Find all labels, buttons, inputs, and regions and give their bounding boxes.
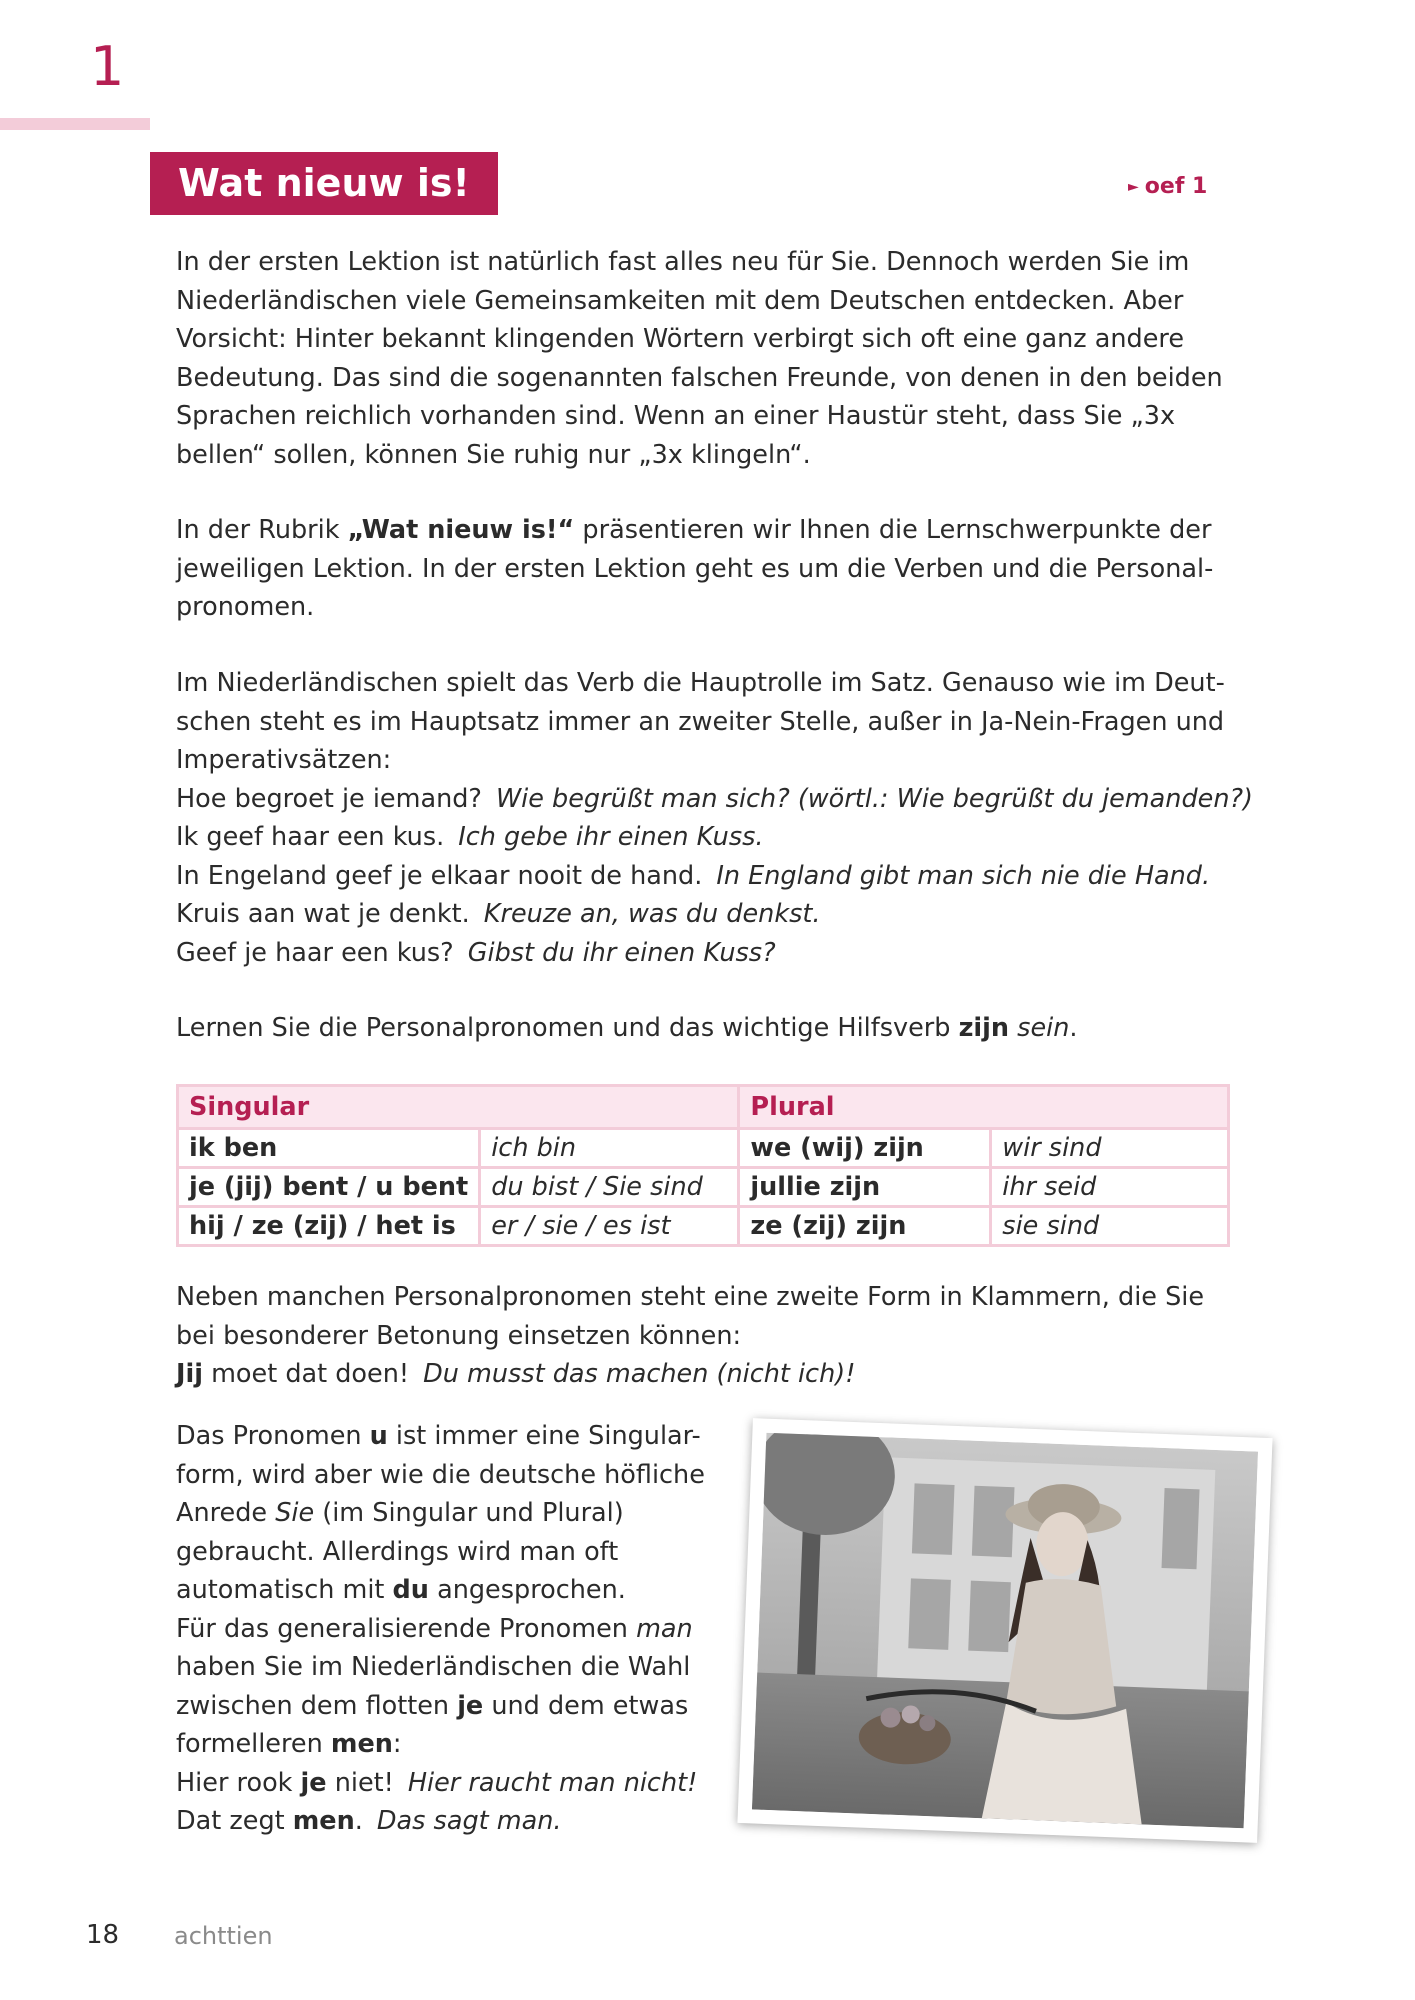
word-men: men: [292, 1806, 355, 1836]
example-nl: Dat zegt: [176, 1806, 293, 1836]
verb-sein: sein: [1017, 1013, 1070, 1043]
word-men: men: [330, 1729, 393, 1759]
example-line: [176, 934, 1216, 973]
word-je: je: [457, 1690, 484, 1721]
text-line: pronomen.: [176, 592, 315, 622]
text-line: Vorsicht: Hinter bekannt klingenden Wörtern verbirgt sich oft eine ganz andere: [176, 324, 1185, 354]
table-row: [178, 1129, 1229, 1168]
example-de: In England gibt man sich nie die Hand.: [716, 860, 1211, 891]
table-row: [178, 1207, 1229, 1246]
text-run: .: [1069, 1013, 1078, 1043]
example-nl: .: [354, 1806, 363, 1836]
table-cell: hij / ze (zij) / het is: [178, 1207, 480, 1246]
text-line: Sprachen reichlich vorhanden sind. Wenn an einer Haustür steht, dass Sie „3x: [176, 401, 1176, 431]
text-run: Für das generalisierende Pronomen: [176, 1613, 637, 1644]
text-line: Im Niederländischen spielt das Verb die Hauptrolle im Satz. Genauso wie im Deut-: [176, 668, 1225, 698]
text-run: zwischen dem flotten: [176, 1690, 458, 1721]
photo-frame: [737, 1418, 1272, 1843]
text-run: automatisch mit: [176, 1575, 393, 1605]
intro-paragraph: [176, 243, 1223, 474]
example-de: Kreuze an, was du denkst.: [483, 899, 821, 929]
exercise-ref-label: oef 1: [1144, 174, 1208, 199]
example-nl: Kruis aan wat je denkt.: [176, 899, 470, 929]
example-de: Wie begrüßt man sich? (wörtl.: Wie begrüßt du jemanden?): [495, 783, 1253, 814]
table-header-plural: Plural: [739, 1086, 1229, 1129]
text-line: haben Sie im Niederländischen die Wahl: [176, 1652, 691, 1682]
example-nl: Geef je haar een kus?: [176, 937, 454, 968]
example-nl: Ik geef haar een kus.: [176, 822, 445, 852]
example-nl: Hier rook: [176, 1767, 301, 1798]
pronoun-u: u: [369, 1421, 388, 1451]
verb-zijn: zijn: [958, 1013, 1010, 1043]
text-line: Niederländischen viele Gemeinsamkeiten mit dem Deutschen entdecken. Aber: [176, 285, 1184, 316]
word-man: man: [636, 1613, 693, 1644]
example-line: [176, 895, 1216, 934]
table-cell: we (wij) zijn: [739, 1129, 991, 1168]
text-run: (im Singular und Plural): [314, 1498, 624, 1528]
table-row: [178, 1168, 1229, 1207]
text-line: Imperativsätzen:: [176, 745, 392, 775]
text-run: Anrede: [176, 1498, 276, 1528]
woman-with-bicycle-photo: [752, 1433, 1258, 1829]
example-de: Ich gebe ihr einen Kuss.: [458, 822, 764, 852]
table-cell: wir sind: [991, 1129, 1229, 1168]
word-je: je: [300, 1767, 327, 1798]
exercise-reference[interactable]: [1128, 174, 1207, 199]
example-nl: moet dat doen!: [202, 1359, 410, 1389]
page-number: 18: [86, 1920, 120, 1950]
word-sie: Sie: [275, 1498, 315, 1528]
word-du: du: [392, 1575, 429, 1605]
table-cell: ich bin: [480, 1129, 739, 1168]
arrow-right-icon: ►: [1128, 179, 1139, 195]
text-run: Lernen Sie die Personalpronomen und das wichtige Hilfsverb: [176, 1013, 959, 1043]
example-nl: Hoe begroet je iemand?: [176, 783, 482, 814]
table-cell: ze (zij) zijn: [739, 1207, 991, 1246]
table-cell: er / sie / es ist: [480, 1207, 739, 1246]
text-line: form, wird aber wie die deutsche höfliche: [176, 1459, 705, 1490]
example-de: Das sagt man.: [376, 1806, 562, 1836]
text-line: Neben manchen Personalpronomen steht eine zweite Form in Klammern, die Sie: [176, 1282, 1205, 1312]
text-run: In der Rubrik: [176, 515, 348, 545]
table-header-singular: Singular: [178, 1086, 739, 1129]
chapter-bar: [0, 118, 150, 130]
page-number-word: achttien: [174, 1922, 273, 1950]
rubric-name: „Wat nieuw is!“: [347, 515, 575, 545]
example-de: Du musst das machen (nicht ich)!: [423, 1359, 856, 1389]
text-line: schen steht es im Hauptsatz immer an zweiter Stelle, außer in Ja-Nein-Fragen und: [176, 706, 1225, 737]
text-run: Das Pronomen: [176, 1421, 370, 1451]
table-cell: ihr seid: [991, 1168, 1229, 1207]
text-line: bei besonderer Betonung einsetzen können:: [176, 1320, 742, 1351]
table-cell: ik ben: [178, 1129, 480, 1168]
pronoun-table: [176, 1084, 1230, 1247]
example-de: Gibst du ihr einen Kuss?: [467, 937, 776, 968]
text-line: bellen“ sollen, können Sie ruhig nur „3x klingeln“.: [176, 439, 811, 470]
pronoun-jij: Jij: [176, 1359, 203, 1389]
text-run: formelleren: [176, 1729, 331, 1759]
text-run: präsentieren wir Ihnen die Lernschwerpunkte der: [574, 515, 1212, 545]
table-cell: du bist / Sie sind: [480, 1168, 739, 1207]
text-line: In der ersten Lektion ist natürlich fast alles neu für Sie. Dennoch werden Sie im: [176, 247, 1190, 277]
text-run: angesprochen.: [428, 1575, 626, 1605]
chapter-number: 1: [90, 35, 125, 98]
emphasis-paragraph: [176, 1278, 1216, 1394]
table-cell: je (jij) bent / u bent: [178, 1168, 480, 1207]
pronoun-u-paragraph: [176, 1417, 736, 1841]
text-line: jeweiligen Lektion. In der ersten Lektion geht es um die Verben und die Personal-: [176, 553, 1214, 584]
example-nl: In Engeland geef je elkaar nooit de hand.: [176, 860, 703, 891]
text-run: und dem etwas: [483, 1690, 689, 1721]
example-nl: niet!: [326, 1767, 394, 1798]
rubric-paragraph: [176, 511, 1216, 627]
text-line: Bedeutung. Das sind die sogenannten falschen Freunde, von denen in den beiden: [176, 362, 1223, 393]
pronoun-intro: [176, 1009, 1216, 1048]
example-line: [176, 780, 1253, 819]
table-cell: jullie zijn: [739, 1168, 991, 1207]
example-line: [176, 857, 1216, 896]
text-run: :: [392, 1729, 402, 1759]
example-line: [176, 818, 1216, 857]
section-title: Wat nieuw is!: [150, 152, 498, 215]
text-run: ist immer eine Singular-: [387, 1421, 701, 1451]
example-de: Hier raucht man nicht!: [407, 1767, 698, 1798]
verb-paragraph: [176, 664, 1253, 972]
text-line: gebraucht. Allerdings wird man oft: [176, 1536, 619, 1567]
table-cell: sie sind: [991, 1207, 1229, 1246]
